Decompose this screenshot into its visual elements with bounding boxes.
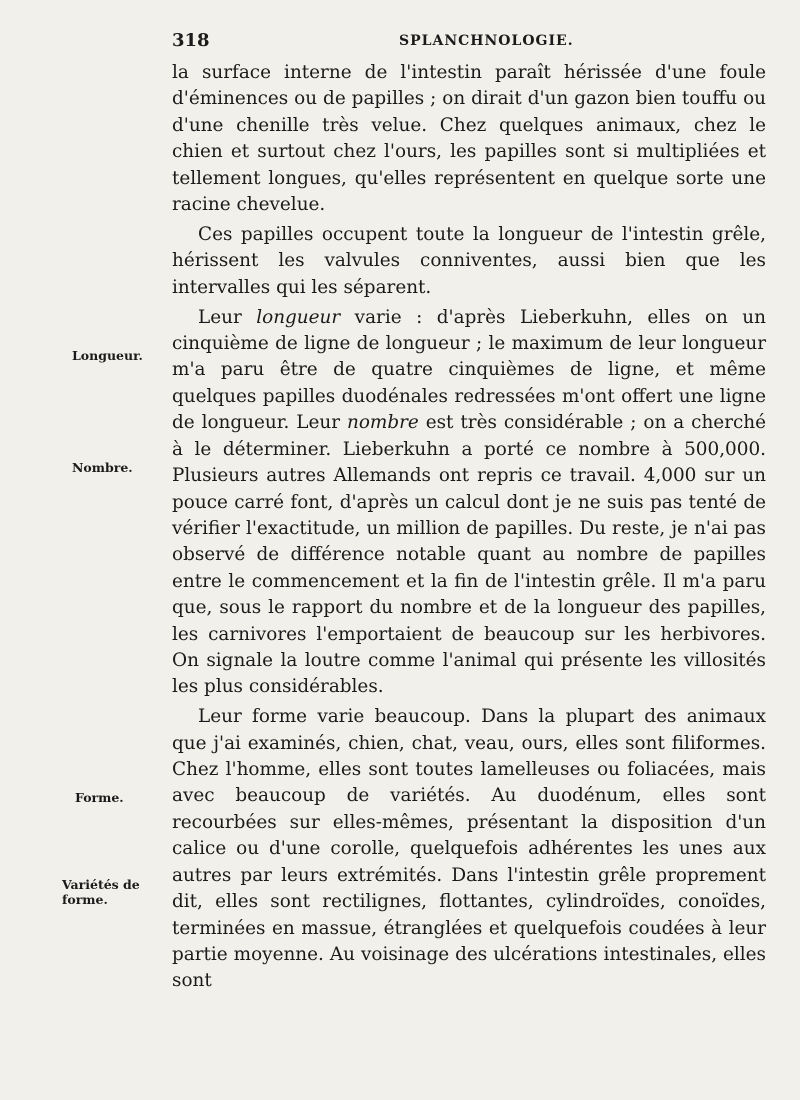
running-title: SPLANCHNOLOGIE. — [399, 33, 574, 49]
page-header — [172, 30, 762, 56]
paragraph-4: Leur forme varie beaucoup. Dans la plupart des animaux que j'ai examinés, chien, chat, veau, ours, elles sont filiformes. Chez l'homme, elles sont toutes lamelleuses ou foliacées, mais avec beaucoup de variétés. Au duodénum, elles sont recourbées sur elles-mêmes, présentant la disposition d'un calice ou d'une corolle, quelquefois adhérentes les unes aux autres par leurs extrémités. Dans l'intestin grêle proprement dit, elles sont rectilignes, flottantes, cylindroïdes, conoïdes, terminées en massue, étranglées et quelquefois coudées à leur partie moyenne. Au voisinage des ulcérations intestinales, elles sont — [172, 706, 766, 992]
emphasis-nombre: nombre — [346, 412, 419, 434]
margin-note-longueur: Longueur. — [72, 348, 143, 363]
margin-note-nombre: Nombre. — [72, 460, 133, 475]
paragraph-1: la surface interne de l'intestin paraît hérissée d'une foule d'éminences ou de papilles ; on dirait d'un gazon bien touffu ou d'une chenille très velue. Chez quelques animaux, chez le chien et surtout chez l'ours, les papilles sont si multipliées et tellement longues, qu'elles représentent en quelque sorte une racine chevelue. — [172, 62, 766, 216]
paragraph-3 — [172, 305, 766, 701]
paragraph-3-part-a: Leur — [198, 306, 257, 328]
emphasis-longueur: longueur — [256, 306, 341, 328]
page-number: 318 — [172, 30, 210, 51]
body-text — [172, 60, 766, 998]
paragraph-2: Ces papilles occupent toute la longueur de l'intestin grêle, hérissent les valvules conniventes, aussi bien que les intervalles qui les séparent. — [172, 223, 766, 298]
paragraph-3-part-b: varie : d'après Lieberkuhn, elles on un cinquième de ligne de longueur ; le maximum de leur longueur m'a paru être de quatre cinquièmes de ligne, et même quelques papilles duodénales redressées m'ont offert une ligne de longueur. Leur — [172, 306, 766, 434]
margin-note-forme: Forme. — [75, 790, 124, 805]
margin-note-varietes: Variétés de forme. — [62, 877, 140, 907]
paragraph-3-part-c: est très considérable ; on a cherché à le déterminer. Lieberkuhn a porté ce nombre à 500,000. Plusieurs autres Allemands ont repris ce travail. 4,000 sur un pouce carré font, d'après un calcul dont je ne suis pas tenté de vérifier l'exactitude, un million de papilles. Du reste, je n'ai pas observé de différence notable quant au nombre de papilles entre le commencement et la fin de l'intestin grêle. Il m'a paru que, sous le rapport du nombre et de la longueur des papilles, les carnivores l'emportaient de beaucoup sur les herbivores. On signale la loutre comme l'animal qui présente les villosités les plus considérables. — [172, 412, 767, 698]
